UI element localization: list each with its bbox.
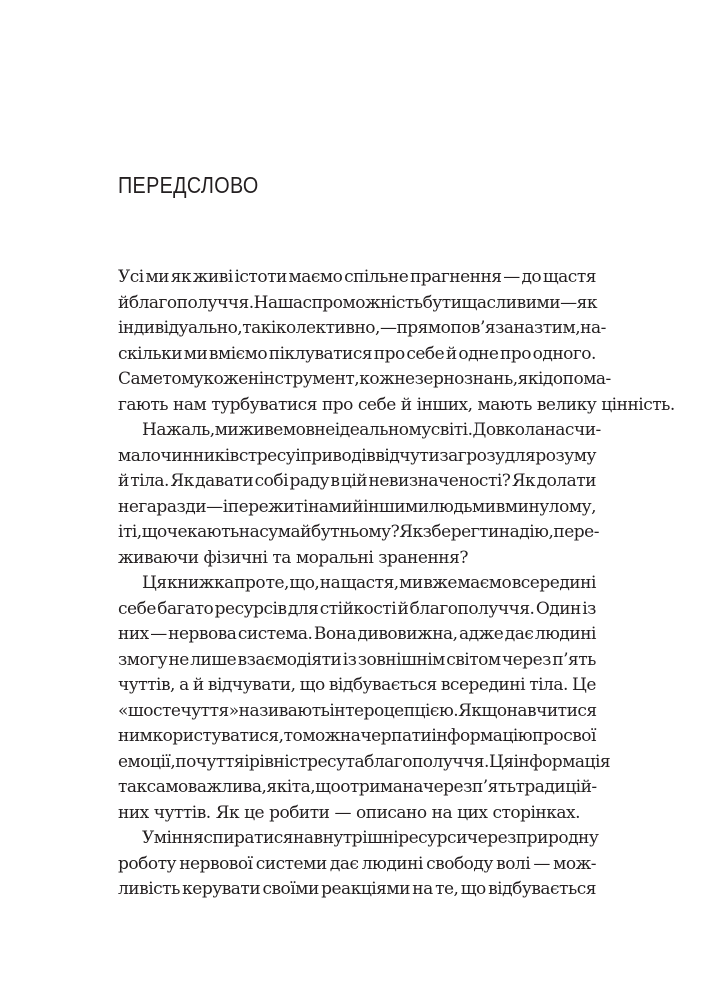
text-line: них чуттів. Як це робити — описано на цих сторінках. [118,802,581,823]
text-line: них — нервова система. Вона дивовижна, адже дає людині [118,624,596,644]
paragraph [118,418,601,571]
text-line: Саме тому кожен інструмент, кожне зерно знань, які допома- [118,369,611,389]
page-title: ПЕРЕДСЛОВО [118,172,259,198]
text-line: ним користуватися, то можна черпати інформацію про свої [118,726,596,746]
text-line: Ця книжка про те, що, на щастя, ми вже маємо всередині [142,573,596,593]
text-line: емоції, почуття і рівні стресу та благополуччя. Ця інформація [118,751,611,772]
text-line: Уміння спиратися на внутрішні ресурси через природну [142,828,599,848]
text-line: й благополуччя. Наша спроможність бути щасливими — як [118,292,597,313]
text-line: так само важлива, як і та, що отримана через п’ять традицій- [118,777,597,797]
paragraph [118,826,599,903]
text-line: Усі ми як живі істоти маємо спільне прагнення — до щастя [118,267,596,287]
text-line: негаразди — і пережиті нами й іншими людьми в минулому, [118,496,596,517]
text-line: скільки ми вміємо піклуватися про себе й одне про одного. [118,343,596,364]
text-line: «шосте чуття» називають інтероцепцією. Якщо навчитися [118,700,597,721]
text-line: змогу не лише взаємодіяти із зовнішнім світом через п’ять [118,649,596,670]
text-line: живаючи фізичні та моральні зранення? [118,547,468,568]
text-line: й тіла. Як давати собі раду в цій невизначеності? Як долати [118,471,596,491]
paragraph [118,571,611,826]
text-line: ливість керувати своїми реакціями на те, що відбувається [118,879,596,899]
text-line: роботу нервової системи дає людині свободу волі — мож- [118,853,596,874]
text-line: індивідуально, так і колективно, — прямо пов’язана з тим, на- [118,318,606,338]
text-line: чуттів, а й відчувати, що відбувається всередині тіла. Це [118,675,596,695]
text-line: і ті, що чекають нас у майбутньому? Як зберегти надію, пере- [118,522,599,542]
text-line: мало чинників стресу і приводів відчути загрозу для розуму [118,445,596,466]
text-line: гають нам турбуватися про себе й інших, мають велику цінність. [118,394,675,415]
body-text [118,265,675,903]
text-line: себе багато ресурсів для стійкості й благополуччя. Один із [118,598,596,619]
paragraph [118,265,675,418]
text-line: На жаль, ми живемо в неідеальному світі. Довкола нас чи- [142,420,601,440]
